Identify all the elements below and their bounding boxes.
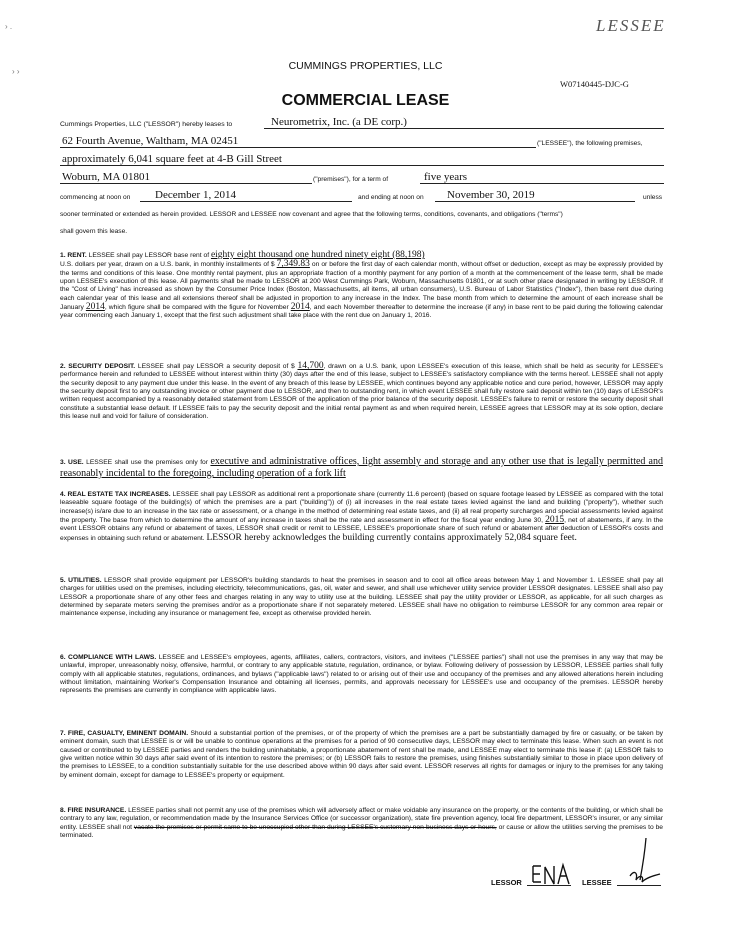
fire-insurance-heading: 8. FIRE INSURANCE. <box>60 807 127 814</box>
premises-label: ("premises"), for a term of <box>313 176 389 183</box>
corner-handwritten-note: LESSEE <box>596 16 666 35</box>
intro-lead: Cummings Properties, LLC ("LESSOR") hereby leases to <box>60 121 233 128</box>
tax-fiscal-year: 2015 <box>545 515 565 526</box>
rent-words: eighty eight thousand one hundred ninety eight (88,198) <box>210 250 425 260</box>
section-security-deposit <box>60 362 663 421</box>
security-heading: 2. SECURITY DEPOSIT. <box>60 363 136 370</box>
margin-mark: › . <box>5 22 13 31</box>
premises-city: Woburn, MA 01801 <box>62 171 151 183</box>
lessor-initials <box>529 862 573 888</box>
lessee-initials <box>616 836 666 888</box>
permitted-use: executive and administrative offices, light assembly and storage and any other use that is legally permitted and reasonably incidental to the foregoing, including operation of a fork lift <box>60 456 663 479</box>
margin-mark: › › <box>12 67 20 76</box>
rent-text-2: on or before the first day of each calendar month, without offset or deduction, except as may be expressly provided by the terms and conditions of this lease. One monthly rental payment, plus an appropriate fraction of a monthly payment for any portion of a month at the commencement of the lease term, shall be made upon LESSEE's execution of this lease. All payments shall be made to LESSOR at 200 West Cummings Park, Woburn, Massachusetts 01801, or at such other place designated in writing by LESSOR. If the "Cost of Living" has increased as shown by the Consumer Price Index (Boston, Massachusetts, all items, all urban consumers), U.S. Bureau of Labor Statistics ("Index"), then base rent due during each calendar year of this lease and all extensions thereof shall be adjusted in proportion to any increase in the Index. The base month from which to determine the amount of each increase shall be January <box>60 261 664 312</box>
section-utilities <box>60 577 663 619</box>
security-text: , drawn on a U.S. bank, upon LESSEE's execution of this lease, which shall be held as security for LESSEE's performance herein and refunded to LESSEE without interest within thirty (30) days after the end of this lease, subject to LESSEE's satisfactory compliance with the terms hereof. LESSEE shall not apply the security deposit to any payment due under this lease. In the event of any breach of this lease by LESSEE, which continues beyond any applicable notice and cure period, however, LESSOR may apply the security deposit first to any outstanding invoice or other payment due to LESSOR, and then to outstanding rent, in which event LESSEE shall fully restore said deposit within ten (10) days of LESSOR's written request accompanied by a reasonably detailed statement from LESSOR of the application of the prior balance of the security deposit. LESSEE's failure to remit or restore the security deposit shall constitute a substantial lease default. If LESSEE fails to pay the security deposit and the initial rental payment as and when required herein, LESSEE agrees that LESSOR may at its sole option, declare this lease null and void for failure of consideration. <box>60 363 663 421</box>
unless-label: unless <box>643 194 663 201</box>
lessor-label: LESSOR <box>491 878 522 887</box>
section-fire-casualty <box>60 730 663 780</box>
ending-label: and ending at noon on <box>358 194 424 201</box>
building-area-note: LESSOR hereby acknowledges the building currently contains approximately 52,084 square feet. <box>206 532 577 543</box>
security-deposit-amount: 14,700 <box>297 361 324 371</box>
utilities-heading: 5. UTILITIES. <box>60 577 102 584</box>
start-date: December 1, 2014 <box>155 189 236 201</box>
company-name: CUMMINGS PROPERTIES, LLC <box>288 60 443 72</box>
utilities-text: LESSOR shall provide equipment per LESSOR's building standards to heat the premises in season and to cool all office areas between May 1 and November 1. LESSEE shall pay all charges for utilities used on the premises, including electricity, telecommunications, gas, oil, water and sewer, and shall use whichever utility service provider LESSOR designates. LESSEE shall also pay LESSOR a proportionate share of any other fees and charges relating in any way to utility use at the building. LESSEE shall pay the utility provider or LESSOR, as applicable, for all such charges as determined by separate meters serving the premises and/or as a proportionate share if not separately metered. LESSEE shall have no obligation to reimburse LESSOR for any common area repair or maintenance expense, including any insurance or management fee, except as otherwise provided herein. <box>60 577 664 618</box>
tax-text-1: LESSEE shall pay LESSOR as additional rent a proportionate share (currently 11.6 percent) (based on square footage leased by LESSEE as compared with the total leaseable square footage of the building(s) of which the premises are a part ("building")) of (i) all increases in the real estate taxes levied against the land and building ("property"), whether such increase(s) is/are due to an increase in the tax rate or assessment, or a change in the method of determining real estate taxes, and (ii) all real property surcharges and special assessments levied against the property. The base from which to determine the amount of any increase in taxes shall be the rate and assessment in effect for the fiscal year ending June 30, <box>60 491 664 525</box>
section-real-estate-tax <box>60 491 663 543</box>
compliance-text: LESSEE and LESSEE's employees, agents, affiliates, callers, contractors, visitors, and invitees ("LESSEE parties") shall not use the premises in any way that may be unlawful, improper, unreasonably noisy, offensive, harmful, or contrary to any applicable statute, regulation, ordinance, or bylaw. Following delivery of possession by LESSOR, LESSEE parties shall fully comply with all applicable statutes, regulations, ordinances, and bylaws ("applicable laws") related to or arising out of their use and occupancy of the premises and any allowed alterations herein including without limitation, maintaining Worker's Compensation Insurance and obtaining all licenses, permits, and approvals necessary for LESSEE's use and occupancy of the premises. LESSOR hereby represents the premises are currently in compliance with applicable laws. <box>60 654 663 695</box>
document-id: W07140445-DJC-G <box>560 79 629 89</box>
lessee-name: Neurometrix, Inc. (a DE corp.) <box>271 116 407 128</box>
rent-text-4: , and each November thereafter to determine the increase (if any) in base rent to be paid during the following calendar year commencing each January 1, except that the first such adjustment shall take place with the rent due on January 1, 2016. <box>60 304 664 320</box>
commencing-label: commencing at noon on <box>60 194 131 201</box>
compliance-heading: 6. COMPLIANCE WITH LAWS. <box>60 654 157 661</box>
fire-casualty-text: Should a substantial portion of the premises, or of the property of which the premises are a part be substantially damaged by fire or casualty, or be taken by eminent domain, such that LESSEE is or will be unable to continue operations at the premises for a period of 90 consecutive days, LESSOR may elect to terminate this lease. When such an event is not caused or contributed to by LESSEE parties and renders the building uninhabitable, a proportionate abatement of rent shall be made, and LESSEE may elect to terminate this lease if: (a) LESSOR fails to give written notice within 30 days after said event of its intention to restore the premises; or (b) LESSOR fails to restore the premises, using finishes substantially similar to those in place upon delivery of the premises to LESSEE, to a condition substantially suitable for the use described above within 90 days after said event. LESSOR reserves all rights for damages or injury to the premises for any taking by eminent domain, except for damage to LESSEE's property or equipment. <box>60 730 664 779</box>
lessee-suffix: ("LESSEE"), the following premises, <box>537 140 643 147</box>
struck-clause: vacate the premises or permit same to be unoccupied other than during LESSEE's customary non-business days or hours, <box>133 823 497 831</box>
monthly-installment: 7,349.83 <box>276 259 310 270</box>
rent-text-1: U.S. dollars per year, drawn on a U.S. bank, in monthly installments of $ <box>60 261 275 269</box>
use-lead: LESSEE shall use the premises only for <box>86 459 208 466</box>
lessee-address: 62 Fourth Avenue, Waltham, MA 02451 <box>62 135 239 147</box>
section-compliance <box>60 654 663 696</box>
lessee-label: LESSEE <box>582 878 612 887</box>
end-date: November 30, 2019 <box>447 189 535 201</box>
sooner-clause: sooner terminated or extended as herein provided. LESSOR and LESSEE now covenant and agree that the following terms, conditions, covenants, and obligations ("terms") <box>60 211 563 218</box>
section-use <box>60 456 663 480</box>
lease-term: five years <box>424 171 468 183</box>
tax-text-2: , net of abatements, if any. In the event LESSOR obtains any refund or abatement of taxes, LESSOR shall credit or remit to LESSEE, LESSEE's proportionate share of such refund or abatement after deduction of LESSOR's costs and expenses in obtaining such refund or abatement. <box>60 517 664 542</box>
use-heading: 3. USE. <box>60 459 84 466</box>
premises-size: approximately 6,041 square feet at 4-B Gill Street <box>62 153 282 165</box>
rent-text-3: , which figure shall be compared with the figure for November <box>104 304 289 312</box>
fire-insurance-text-2: or cause or allow the utilities serving the premises to be terminated. <box>60 823 664 840</box>
section-rent <box>60 251 663 321</box>
cpi-compare-year: 2014 <box>290 302 310 313</box>
govern-clause: shall govern this lease. <box>60 228 128 235</box>
section-fire-insurance <box>60 807 663 840</box>
cpi-base-year: 2014 <box>85 302 105 313</box>
tax-heading: 4. REAL ESTATE TAX INCREASES. <box>60 491 171 498</box>
section-rent-heading: 1. RENT. <box>60 252 87 259</box>
fire-insurance-text-1: LESSEE parties shall not permit any use of the premises which will adversely affect or make voidable any insurance on the property, or the contents of the building, or which shall be contrary to any law, regulation, or recommendation made by the Insurance Services Office (or successor organization), state fire prevention agency, local fire department, LESSOR's insurer, or any similar entity. LESSEE shall not <box>60 807 664 831</box>
page-title: COMMERCIAL LEASE <box>281 92 450 109</box>
fire-casualty-heading: 7. FIRE, CASUALTY, EMINENT DOMAIN. <box>60 730 189 737</box>
rent-lead: LESSEE shall pay LESSOR base rent of <box>88 252 210 259</box>
security-lead: LESSEE shall pay LESSOR a security deposit of $ <box>137 363 295 370</box>
